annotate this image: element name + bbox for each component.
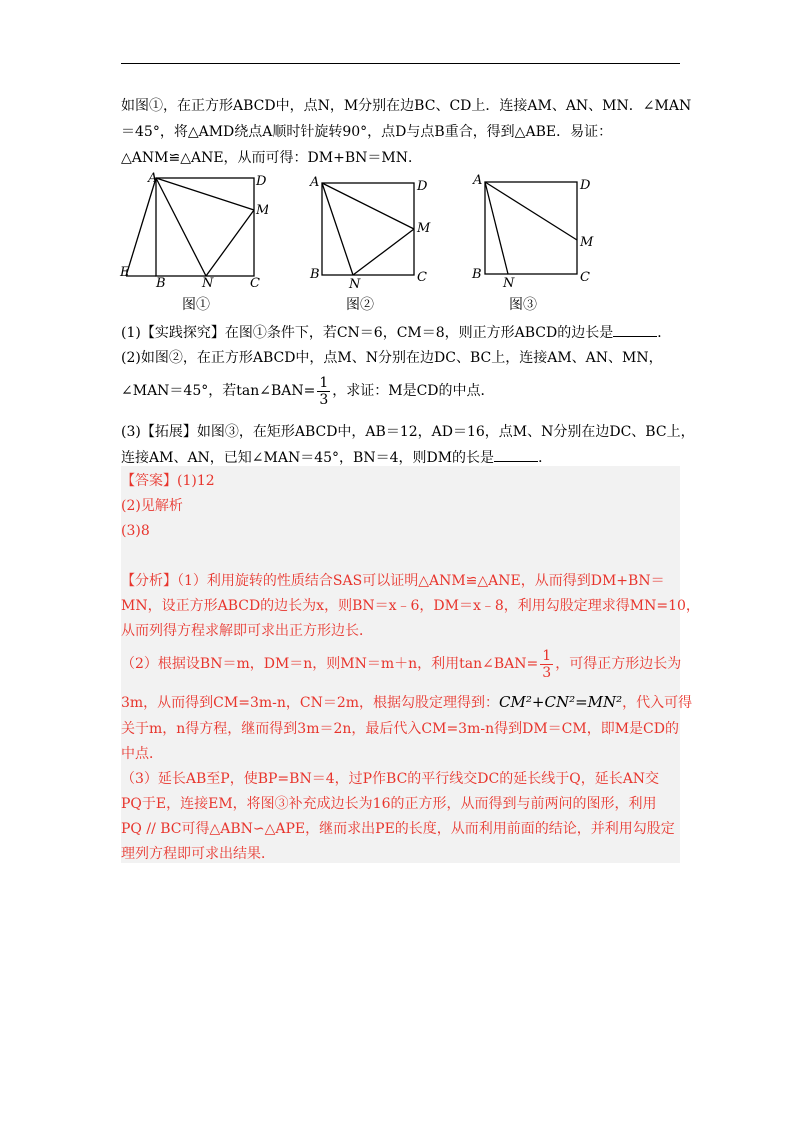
analysis-p2-text-a: （2）根据设BN＝m，DM＝n，则MN＝m＋n，利用tan∠BAN= [121, 656, 539, 672]
answer-blank-3 [494, 447, 538, 462]
fig3-label-C: C [580, 270, 590, 285]
fig3-label-B: B [472, 267, 482, 282]
fig1-label-C: C [250, 276, 260, 288]
fig2-label-N: N [349, 277, 361, 290]
fraction-denominator: 3 [319, 391, 329, 408]
figure-3 [471, 170, 601, 292]
fig1-label-M: M [256, 203, 268, 218]
question-1 [121, 322, 671, 343]
analysis-p2-text-c: 3m，从而得到CM=3m-n，CN＝2m，根据勾股定理得到： [121, 695, 500, 711]
answer-3: (3)8 [121, 523, 150, 539]
answer-blank-1 [613, 322, 657, 337]
fig1-label-N: N [202, 276, 214, 288]
question-2-text-b: ，求证：M是CD的中点． [332, 383, 495, 399]
problem-intro-line-2: ＝45°，将△AMD绕点A顺时针旋转90°，点D与点B重合，得到△ABE．易证： [121, 124, 613, 140]
analysis-p1-line-3: 从而列得方程求解即可求出正方形边长． [121, 623, 373, 639]
question-1-text: (1)【实践探究】在图①条件下，若CN＝6，CM＝8，则正方形ABCD的边长是 [121, 325, 614, 341]
fig2-label-B: B [310, 267, 320, 282]
fig3-label-N: N [503, 276, 515, 288]
answer-label: 【答案】 [121, 473, 177, 489]
answer-line-1 [121, 471, 215, 491]
answer-2: (2)见解析 [121, 498, 183, 514]
fig2-label-M: M [417, 221, 431, 236]
figure-1 [118, 170, 268, 292]
analysis-p2-text-d: ，代入可得 [622, 695, 693, 711]
figure-1-caption: 图① [182, 297, 210, 313]
analysis-p1-line-2: MN，设正方形ABCD的边长为x，则BN＝x﹣6，DM＝x﹣8，利用勾股定理求得MN=10， [121, 598, 700, 614]
fig3-label-M: M [580, 235, 594, 250]
question-2-text-a: ∠MAN＝45°，若tan∠BAN= [121, 383, 316, 399]
question-3-line-2 [121, 447, 552, 468]
analysis-line-1 [121, 571, 665, 591]
pythagorean-equation: CM²+CN²=MN² [499, 693, 623, 711]
analysis-p1-line-1: （1）利用旋转的性质结合SAS可以证明△ANM≌△ANE，从而得到DM+BN＝ [177, 573, 665, 589]
question-3-line-1: (3)【拓展】如图③，在矩形ABCD中，AB＝12，AD＝16，点M、N分别在边DC、BC上， [121, 424, 695, 440]
analysis-fraction [540, 648, 553, 681]
fig2-label-A: A [310, 175, 320, 190]
problem-intro-line-3: △ANM≌△ANE，从而可得：DM+BN＝MN． [121, 150, 422, 166]
analysis-p3-line-3: PQ // BC可得△ABN∽△APE，继而求出PE的长度，从而利用前面的结论，并利用勾股定 [121, 821, 675, 837]
question-1-end: ． [657, 325, 672, 341]
analysis-fraction-numerator: 1 [542, 647, 552, 664]
analysis-fraction-denominator: 3 [542, 664, 552, 681]
analysis-p2-line-1 [121, 647, 681, 681]
fig2-label-D: D [417, 179, 428, 194]
answer-1: (1)12 [177, 473, 215, 489]
fig1-label-D: D [256, 174, 267, 189]
fig1-label-B: B [156, 276, 166, 288]
fig2-label-C: C [417, 270, 427, 285]
analysis-p3-line-2: PQ于E，连接EM，将图③补充成边长为16的正方形，从而得到与前两问的图形，利用 [121, 796, 657, 812]
fraction-numerator: 1 [319, 374, 329, 391]
figure-2-caption: 图② [346, 297, 374, 313]
question-3-text: 连接AM、AN，已知∠MAN＝45°，BN＝4，则DM的长是 [121, 450, 495, 466]
fig1-label-E: E [120, 265, 130, 280]
analysis-p2-line-3: 关于m，n得方程，继而得到3m＝2n，最后代入CM=3m-n得到DM＝CM，即M是CD的 [121, 721, 679, 737]
analysis-p2-line-4: 中点． [121, 746, 163, 762]
figure-2 [306, 170, 436, 294]
analysis-p3-line-4: 理列方程即可求出结果． [121, 846, 275, 862]
figure-3-caption: 图③ [509, 297, 537, 313]
analysis-label: 【分析】 [121, 573, 177, 589]
fraction-one-third [317, 375, 330, 408]
fig3-label-D: D [580, 178, 591, 193]
analysis-p2-line-2 [121, 692, 692, 713]
question-2-line-1: (2)如图②，在正方形ABCD中，点M、N分别在边DC、BC上，连接AM、AN、MN， [121, 350, 663, 366]
fig1-label-A: A [148, 171, 158, 186]
question-3-end: ． [538, 450, 553, 466]
header-rule [121, 63, 680, 64]
analysis-p2-text-b: ，可得正方形边长为 [555, 656, 682, 672]
analysis-p3-line-1: （3）延长AB至P，使BP=BN＝4，过P作BC的平行线交DC的延长线于Q，延长AN交 [121, 771, 660, 787]
fig3-label-A: A [473, 173, 483, 188]
problem-intro-line-1: 如图①，在正方形ABCD中，点N，M分别在边BC、CD上．连接AM、AN、MN．∠MAN [121, 98, 692, 114]
question-2-line-2 [121, 372, 495, 410]
